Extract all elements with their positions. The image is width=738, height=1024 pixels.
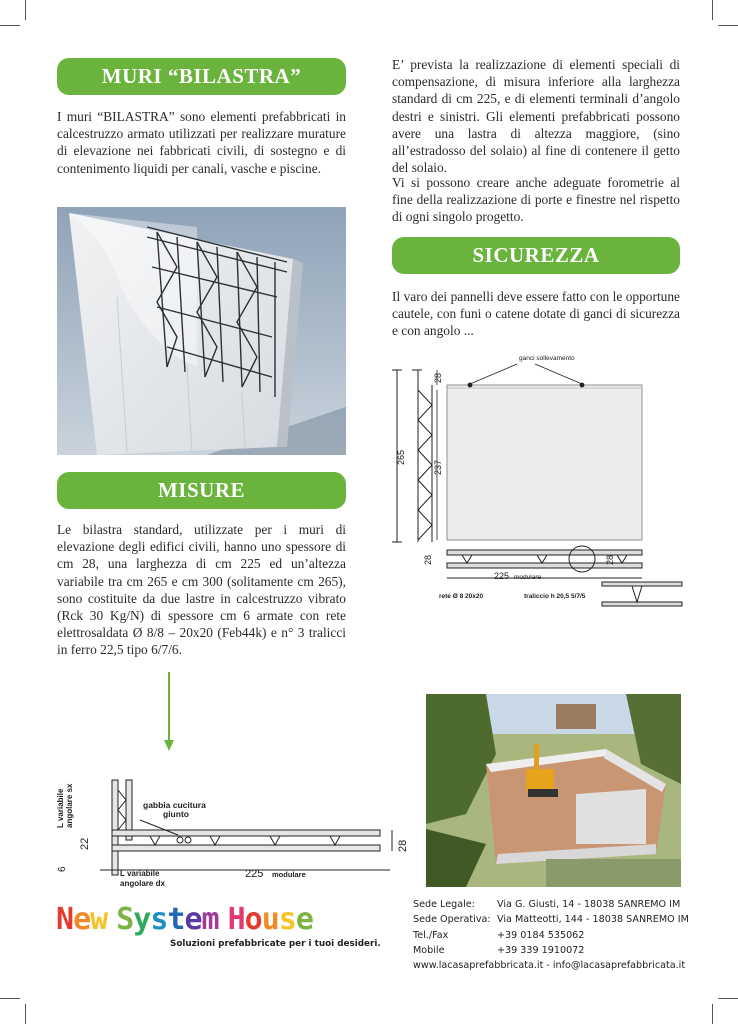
contact-labels [413,897,495,959]
crop-mark [712,1004,713,1024]
gabbia-label: gabbia cucitura [143,800,206,810]
crop-mark [718,25,738,26]
brand-letter: y [133,902,151,937]
brand-tagline: Soluzioni prefabbricate per i tuoi desideri. [170,939,381,949]
angolare-dx: angolare dx [120,879,165,888]
brand-letter: e [295,902,313,937]
contact-values [497,897,707,959]
dim-6: 6 [57,866,68,872]
brand-word [56,902,107,937]
brand-letter: s [278,902,296,937]
hooks-label: ganci sollevamento [519,355,575,362]
giunto-label: giunto [163,809,189,819]
modulare-label: modulare [514,574,542,581]
corner-technical-drawing [50,760,410,895]
crop-mark [0,998,20,999]
angolare-sx: angolare sx [65,783,74,828]
heading-muri-bilastra: MURI “BILASTRA” [57,58,346,95]
heading-sicurezza: SICUREZZA [392,237,680,274]
dim-28-right: 28 [605,554,615,565]
dim-28-left: 28 [423,554,433,565]
dim-237: 237 [433,459,443,475]
crop-mark [718,998,738,999]
brand-letter: o [244,902,262,937]
value-tel-fax: +39 0184 535062 [497,929,585,941]
dim-28-top: 28 [433,372,443,383]
wall-render-image [57,207,346,455]
label-sede-legale: Sede Legale: [413,899,475,910]
misure-paragraph: Le bilastra standard, utilizzate per i muri di elevazione degli edifici civili, hanno uno spessore di cm 28, una larghezza di cm 225 ed un’altezza variabile tra cm 265 e cm 300 (solitamente cm 265), sono costituite da due lastre in calcestruzzo vibrato (Rck 30 Kg/N) di spessore cm 6 armate con rete elettrosaldata Ø 8/8 – 20x20 (Feb44k) e n° 3 tralicci in ferro 22,5 tipo 6/7/6. [57,522,346,658]
label-tel-fax: Tel./Fax [413,929,449,941]
dim-225-bottom: 225 [245,868,264,880]
sicurezza-paragraph: Il varo dei pannelli deve essere fatto con le opportune cautele, con funi o catene dotate di ganci di sicurezza e con angolo ... [392,289,680,339]
brand-word [116,902,218,937]
dim-265: 265 [396,449,406,465]
brand-logo [56,902,313,937]
speciali-paragraph: E’ prevista la realizzazione di elementi speciali di compensazione, di misura inferiore alla larghezza standard di cm 225, e di elementi terminali d’angolo destri e sinistri. Gli elementi prefabbricati possono avere una lastra di altezza maggiore, (sino all’estradosso del solaio) al fine di contenere il getto del solaio. [392,57,680,176]
crop-mark [712,0,713,20]
brand-letter: u [261,902,279,937]
crop-mark [25,0,26,20]
brand-letter: N [56,902,74,937]
rete-label: rete Ø 8 20x20 [439,593,484,600]
green-arrow-icon [163,672,175,752]
construction-site-photo [426,694,681,887]
forometrie-paragraph: Vi si possono creare anche adeguate forometrie al fine della realizzazione di porte e finestre nel rispetto di ogni singolo progetto. [392,175,680,225]
value-sede-legale: Via G. Giusti, 14 - 18038 SANREMO IM [497,899,681,910]
panel-technical-drawing [392,350,684,622]
label-mobile: Mobile [413,945,445,957]
brand-letter: e [184,902,202,937]
brand-word [228,902,313,937]
traliccio-label: traliccio h 20,5 5/7/5 [524,593,586,600]
intro-paragraph: I muri “BILASTRA” sono elementi prefabbricati in calcestruzzo armato utilizzati per realizzare murature di elevazione nei fabbricati civili, di sostegno e di contenimento liquidi per canali, vasche e piscine. [57,109,346,176]
l-variabile-sx: L variabile [56,788,65,828]
label-sede-operativa: Sede Operativa: [413,914,491,926]
value-sede-operativa: Via Matteotti, 144 - 18038 SANREMO IM [497,914,689,926]
l-variabile-dx: L variabile [120,869,160,878]
crop-mark [0,25,20,26]
website-email-link[interactable]: www.lacasaprefabbricata.it - info@lacasaprefabbricata.it [413,960,686,971]
brand-letter: S [116,902,134,937]
modulare-bottom: modulare [272,870,306,879]
dim-225: 225 [494,571,510,581]
dim-28: 28 [397,839,409,852]
brand-letter: m [201,902,219,937]
value-mobile: +39 339 1910072 [497,945,585,957]
dim-22: 22 [79,837,91,850]
brand-letter: t [167,902,185,937]
brand-letter: e [73,902,91,937]
brand-letter: H [227,902,245,937]
brand-letter: s [150,902,168,937]
brand-letter: w [90,902,108,937]
heading-misure: MISURE [57,472,346,509]
crop-mark [25,1004,26,1024]
